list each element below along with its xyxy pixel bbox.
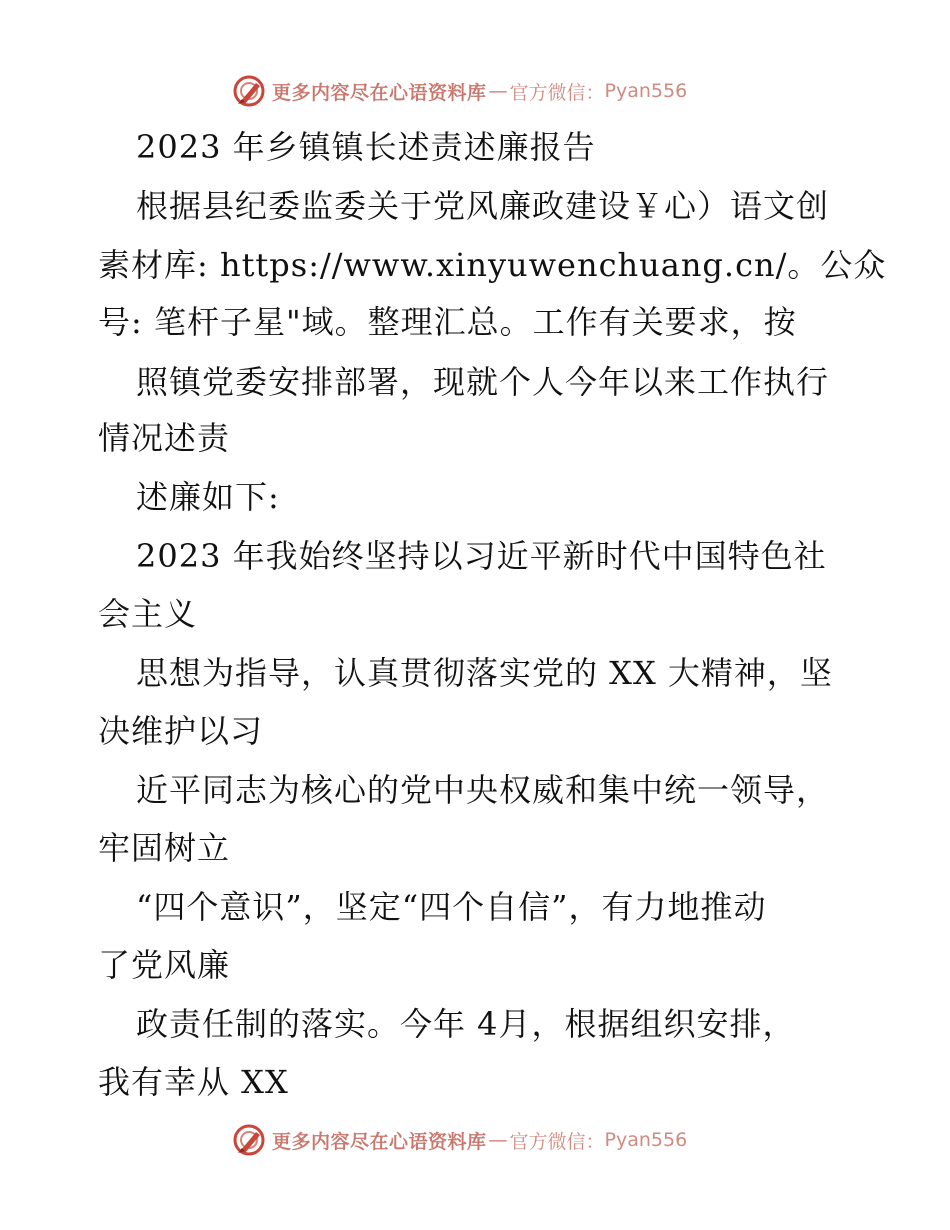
paragraph-line: 2023 年我始终坚持以习近平新时代中国特色社 — [136, 537, 827, 575]
pen-logo-icon — [232, 74, 266, 108]
pen-logo-icon — [232, 1123, 266, 1157]
watermark-banner-top — [232, 71, 687, 111]
watermark-text: 更多内容尽在心语资料库 — [272, 1130, 487, 1153]
paragraph-line: 素材库: https://www.xinyuwenchuang.cn/。公众 — [98, 246, 887, 284]
watermark-suffix: 官方微信： — [509, 1130, 605, 1153]
paragraph-line: 号: 笔杆子星"域。整理汇总。工作有关要求，按 — [98, 303, 797, 341]
watermark-suffix: 官方微信： — [509, 81, 605, 104]
paragraph-line: 了党风廉 — [98, 946, 231, 984]
paragraph-line: 决维护以习 — [98, 712, 264, 750]
watermark-wechat-id: Pyan556 — [604, 80, 688, 102]
paragraph-line: 照镇党委安排部署，现就个人今年以来工作执行 — [136, 363, 830, 401]
watermark-separator: — — [488, 80, 508, 102]
paragraph-line: 我有幸从 XX — [98, 1063, 289, 1101]
watermark-banner-bottom — [232, 1120, 687, 1160]
document-title: 2023 年乡镇镇长述责述廉报告 — [136, 128, 596, 166]
watermark-text: 更多内容尽在心语资料库 — [272, 81, 487, 104]
paragraph-line: 近平同志为核心的党中央权威和集中统一领导， — [136, 771, 830, 809]
watermark-separator: — — [488, 1129, 508, 1151]
paragraph-line: 牢固树立 — [98, 829, 231, 867]
paragraph-line: 思想为指导，认真贯彻落实党的 XX 大精神，坚 — [136, 654, 833, 692]
paragraph-line: 述廉如下: — [136, 478, 280, 516]
paragraph-line: 政责任制的落实。今年 4月，根据组织安排， — [136, 1005, 796, 1043]
paragraph-line: 根据县纪委监委关于党风廉政建设￥心）语文创 — [136, 187, 830, 225]
paragraph-line: 会主义 — [98, 595, 198, 633]
watermark-wechat-id: Pyan556 — [604, 1129, 688, 1151]
paragraph-line: 情况述责 — [98, 419, 231, 457]
paragraph-line: “四个意识”，坚定“四个自信”，有力地推动 — [136, 888, 767, 926]
